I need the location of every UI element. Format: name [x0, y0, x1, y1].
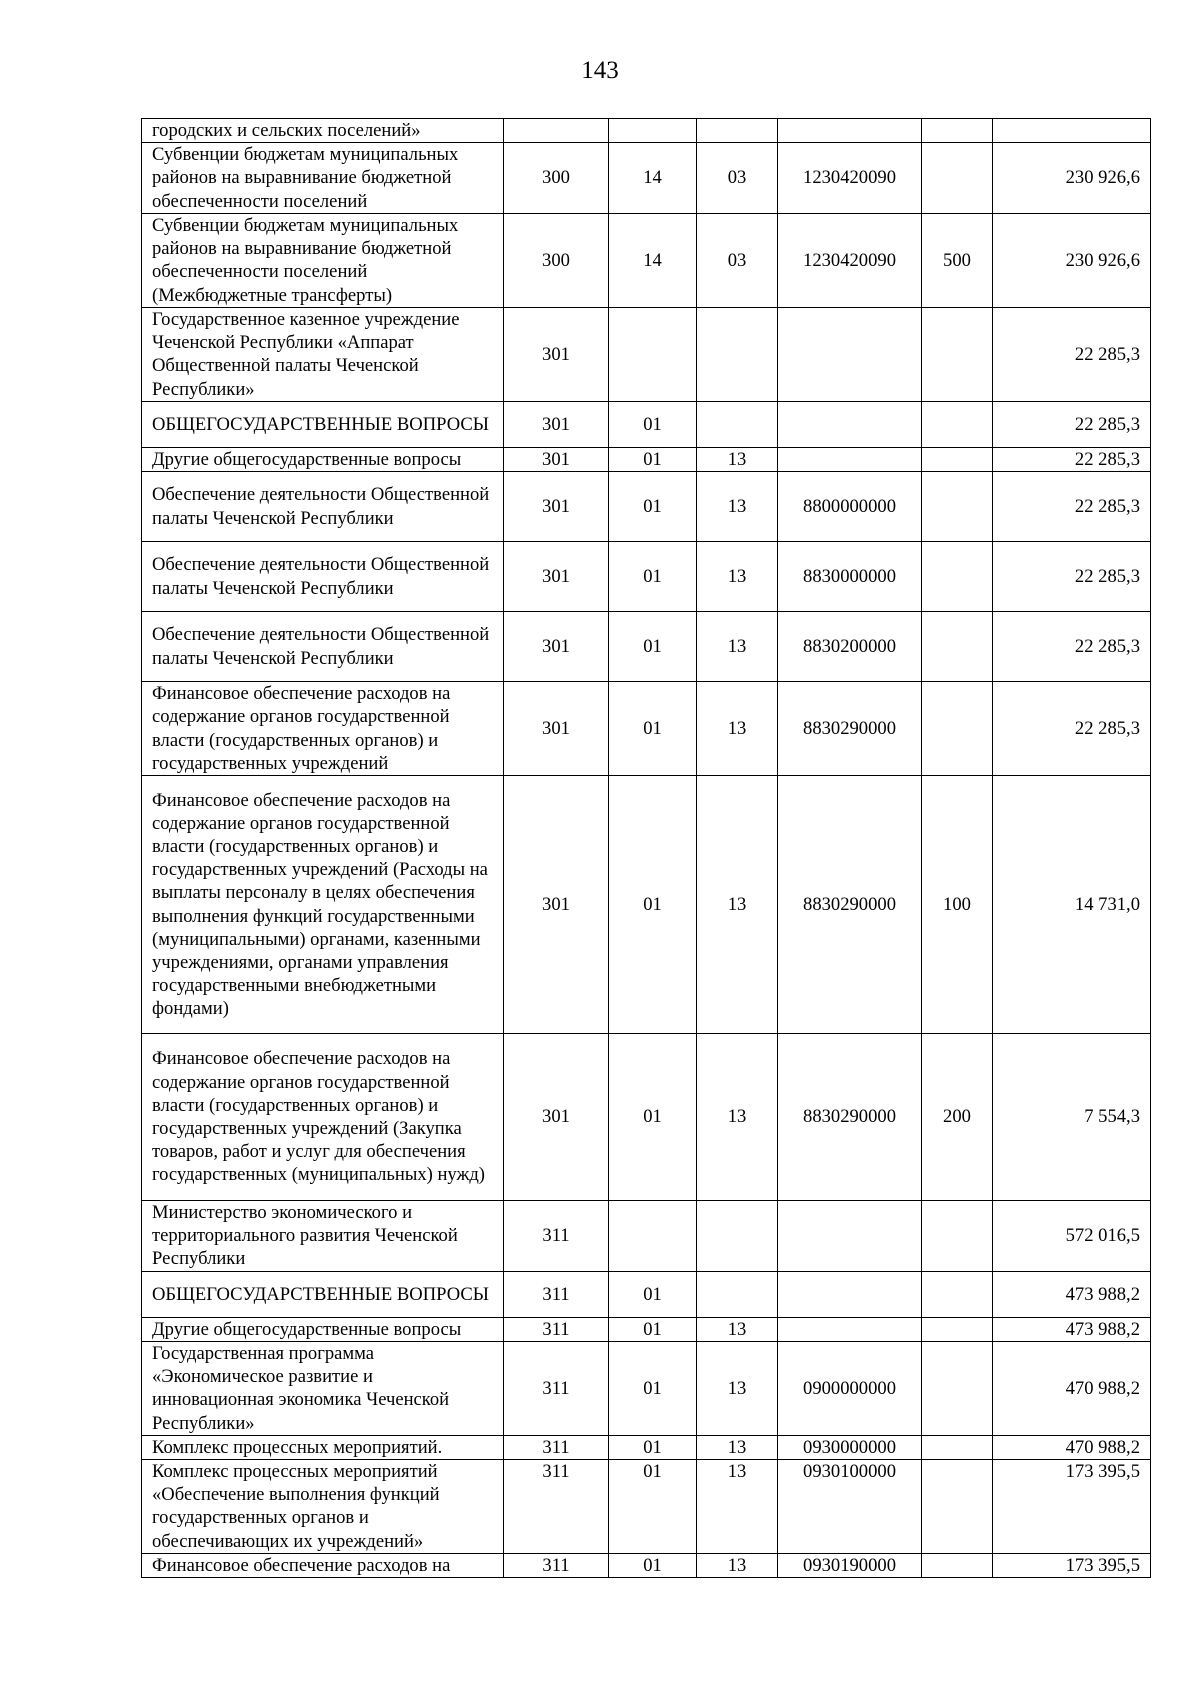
row-name-cell: Государственная программа «Экономическое развитие и инновационная экономика Чеченской Республики»	[142, 1341, 504, 1435]
row-expense-type-cell	[922, 612, 993, 682]
table-row	[142, 776, 1151, 1034]
table-row	[142, 307, 1151, 401]
row-section-cell: 01	[609, 447, 697, 471]
row-amount-cell: 473 988,2	[993, 1317, 1151, 1341]
row-section-cell: 01	[609, 1435, 697, 1459]
row-amount-cell: 22 285,3	[993, 401, 1151, 447]
row-section-cell: 01	[609, 542, 697, 612]
row-ministry-code-cell: 301	[504, 612, 609, 682]
row-target-article-cell: 1230420090	[778, 213, 922, 307]
row-name-cell: Финансовое обеспечение расходов на содержание органов государственной власти (государственных органов) и государственных учреждений	[142, 682, 504, 776]
row-ministry-code-cell: 300	[504, 213, 609, 307]
row-section-cell: 01	[609, 776, 697, 1034]
row-amount-cell: 22 285,3	[993, 307, 1151, 401]
row-target-article-cell: 0930000000	[778, 1435, 922, 1459]
row-name-cell: Субвенции бюджетам муниципальных районов на выравнивание бюджетной обеспеченности поселений	[142, 143, 504, 214]
row-target-article-cell	[778, 1201, 922, 1272]
row-section-cell: 01	[609, 682, 697, 776]
row-subsection-cell: 13	[697, 682, 778, 776]
row-ministry-code-cell: 311	[504, 1271, 609, 1317]
row-name-cell: Комплекс процессных мероприятий «Обеспечение выполнения функций государственных органов и обеспечивающих их учреждений»	[142, 1460, 504, 1554]
row-name-cell: Государственное казенное учреждение Чеченской Республики «Аппарат Общественной палаты Чеченской Республики»	[142, 307, 504, 401]
row-subsection-cell	[697, 1201, 778, 1272]
table-row	[142, 1034, 1151, 1201]
row-subsection-cell: 03	[697, 213, 778, 307]
row-section-cell: 01	[609, 401, 697, 447]
row-name-cell: Обеспечение деятельности Общественной палаты Чеченской Республики	[142, 612, 504, 682]
row-expense-type-cell	[922, 447, 993, 471]
row-ministry-code-cell: 311	[504, 1554, 609, 1578]
row-amount-cell: 473 988,2	[993, 1271, 1151, 1317]
row-subsection-cell: 13	[697, 542, 778, 612]
row-subsection-cell: 13	[697, 1341, 778, 1435]
row-target-article-cell: 8830200000	[778, 612, 922, 682]
row-name-cell: ОБЩЕГОСУДАРСТВЕННЫЕ ВОПРОСЫ	[142, 1271, 504, 1317]
row-ministry-code-cell: 301	[504, 401, 609, 447]
row-expense-type-cell	[922, 1460, 993, 1554]
row-target-article-cell: 8830290000	[778, 682, 922, 776]
table-row	[142, 542, 1151, 612]
row-target-article-cell	[778, 119, 922, 143]
row-subsection-cell: 13	[697, 612, 778, 682]
row-expense-type-cell	[922, 1554, 993, 1578]
row-subsection-cell: 13	[697, 1435, 778, 1459]
row-target-article-cell	[778, 1271, 922, 1317]
row-target-article-cell: 8830290000	[778, 1034, 922, 1201]
row-name-cell: Финансовое обеспечение расходов на содержание органов государственной власти (государственных органов) и государственных учреждений (Расходы на выплаты персоналу в целях обеспечения выполнения функций государственными (муниципальными) органами, казенными учреждениями, органами управления государственными внебюджетными фондами)	[142, 776, 504, 1034]
row-expense-type-cell	[922, 307, 993, 401]
row-section-cell: 14	[609, 143, 697, 214]
row-target-article-cell: 0930190000	[778, 1554, 922, 1578]
row-name-cell: Обеспечение деятельности Общественной палаты Чеченской Республики	[142, 472, 504, 542]
budget-table	[141, 118, 1151, 1578]
row-name-cell: Другие общегосударственные вопросы	[142, 1317, 504, 1341]
row-target-article-cell: 1230420090	[778, 143, 922, 214]
row-target-article-cell: 8800000000	[778, 472, 922, 542]
row-ministry-code-cell: 311	[504, 1435, 609, 1459]
row-ministry-code-cell: 311	[504, 1460, 609, 1554]
table-row	[142, 1554, 1151, 1578]
row-target-article-cell	[778, 307, 922, 401]
table-row	[142, 682, 1151, 776]
row-amount-cell: 22 285,3	[993, 612, 1151, 682]
row-subsection-cell	[697, 307, 778, 401]
row-expense-type-cell	[922, 542, 993, 612]
row-name-cell: Субвенции бюджетам муниципальных районов на выравнивание бюджетной обеспеченности поселений (Межбюджетные трансферты)	[142, 213, 504, 307]
row-ministry-code-cell: 301	[504, 447, 609, 471]
row-section-cell: 01	[609, 1317, 697, 1341]
row-section-cell: 01	[609, 1460, 697, 1554]
row-amount-cell: 7 554,3	[993, 1034, 1151, 1201]
row-amount-cell: 572 016,5	[993, 1201, 1151, 1272]
row-expense-type-cell	[922, 143, 993, 214]
table-row	[142, 1317, 1151, 1341]
row-subsection-cell: 13	[697, 776, 778, 1034]
row-expense-type-cell	[922, 472, 993, 542]
row-expense-type-cell	[922, 119, 993, 143]
table-row	[142, 1341, 1151, 1435]
row-ministry-code-cell: 311	[504, 1201, 609, 1272]
row-section-cell	[609, 307, 697, 401]
row-expense-type-cell	[922, 1201, 993, 1272]
row-section-cell: 01	[609, 1271, 697, 1317]
row-expense-type-cell	[922, 1435, 993, 1459]
row-section-cell: 01	[609, 1034, 697, 1201]
row-section-cell	[609, 119, 697, 143]
row-ministry-code-cell: 300	[504, 143, 609, 214]
row-amount-cell: 173 395,5	[993, 1554, 1151, 1578]
row-ministry-code-cell: 301	[504, 1034, 609, 1201]
row-amount-cell: 173 395,5	[993, 1460, 1151, 1554]
row-subsection-cell	[697, 119, 778, 143]
page-number: 143	[581, 57, 619, 84]
table-row	[142, 119, 1151, 143]
table-row	[142, 1435, 1151, 1459]
row-subsection-cell: 13	[697, 447, 778, 471]
row-amount-cell: 470 988,2	[993, 1435, 1151, 1459]
row-amount-cell: 22 285,3	[993, 472, 1151, 542]
row-target-article-cell	[778, 401, 922, 447]
row-section-cell: 01	[609, 1554, 697, 1578]
row-subsection-cell: 13	[697, 1034, 778, 1201]
row-expense-type-cell	[922, 1271, 993, 1317]
row-name-cell: ОБЩЕГОСУДАРСТВЕННЫЕ ВОПРОСЫ	[142, 401, 504, 447]
row-ministry-code-cell: 311	[504, 1341, 609, 1435]
row-expense-type-cell: 500	[922, 213, 993, 307]
row-target-article-cell: 0930100000	[778, 1460, 922, 1554]
row-subsection-cell	[697, 1271, 778, 1317]
table-row	[142, 213, 1151, 307]
row-target-article-cell: 8830000000	[778, 542, 922, 612]
row-section-cell: 01	[609, 472, 697, 542]
row-subsection-cell	[697, 401, 778, 447]
row-section-cell: 01	[609, 1341, 697, 1435]
table-row	[142, 143, 1151, 214]
row-amount-cell: 22 285,3	[993, 542, 1151, 612]
row-expense-type-cell: 100	[922, 776, 993, 1034]
row-expense-type-cell: 200	[922, 1034, 993, 1201]
table-row	[142, 1271, 1151, 1317]
row-target-article-cell	[778, 1317, 922, 1341]
table-row	[142, 472, 1151, 542]
row-ministry-code-cell: 301	[504, 542, 609, 612]
row-expense-type-cell	[922, 1341, 993, 1435]
row-amount-cell: 230 926,6	[993, 213, 1151, 307]
row-name-cell: Министерство экономического и территориального развития Чеченской Республики	[142, 1201, 504, 1272]
row-expense-type-cell	[922, 401, 993, 447]
row-target-article-cell: 8830290000	[778, 776, 922, 1034]
row-target-article-cell: 0900000000	[778, 1341, 922, 1435]
row-name-cell: Финансовое обеспечение расходов на содержание органов государственной власти (государственных органов) и государственных учреждений (Закупка товаров, работ и услуг для обеспечения государственных (муниципальных) нужд)	[142, 1034, 504, 1201]
table-row	[142, 447, 1151, 471]
row-name-cell: Комплекс процессных мероприятий.	[142, 1435, 504, 1459]
row-name-cell: городских и сельских поселений»	[142, 119, 504, 143]
row-ministry-code-cell	[504, 119, 609, 143]
table-row	[142, 1201, 1151, 1272]
row-section-cell	[609, 1201, 697, 1272]
row-subsection-cell: 13	[697, 1554, 778, 1578]
row-amount-cell: 22 285,3	[993, 447, 1151, 471]
row-ministry-code-cell: 301	[504, 472, 609, 542]
row-name-cell: Обеспечение деятельности Общественной палаты Чеченской Республики	[142, 542, 504, 612]
row-amount-cell: 470 988,2	[993, 1341, 1151, 1435]
row-subsection-cell: 13	[697, 1317, 778, 1341]
row-subsection-cell: 13	[697, 1460, 778, 1554]
table-row	[142, 1460, 1151, 1554]
row-ministry-code-cell: 301	[504, 307, 609, 401]
budget-table-body	[142, 119, 1151, 1578]
row-target-article-cell	[778, 447, 922, 471]
table-row	[142, 612, 1151, 682]
row-name-cell: Финансовое обеспечение расходов на	[142, 1554, 504, 1578]
row-amount-cell	[993, 119, 1151, 143]
row-ministry-code-cell: 301	[504, 682, 609, 776]
row-ministry-code-cell: 301	[504, 776, 609, 1034]
row-section-cell: 14	[609, 213, 697, 307]
row-expense-type-cell	[922, 1317, 993, 1341]
row-subsection-cell: 13	[697, 472, 778, 542]
row-expense-type-cell	[922, 682, 993, 776]
row-ministry-code-cell: 311	[504, 1317, 609, 1341]
row-amount-cell: 14 731,0	[993, 776, 1151, 1034]
row-name-cell: Другие общегосударственные вопросы	[142, 447, 504, 471]
row-section-cell: 01	[609, 612, 697, 682]
table-row	[142, 401, 1151, 447]
row-subsection-cell: 03	[697, 143, 778, 214]
row-amount-cell: 230 926,6	[993, 143, 1151, 214]
row-amount-cell: 22 285,3	[993, 682, 1151, 776]
